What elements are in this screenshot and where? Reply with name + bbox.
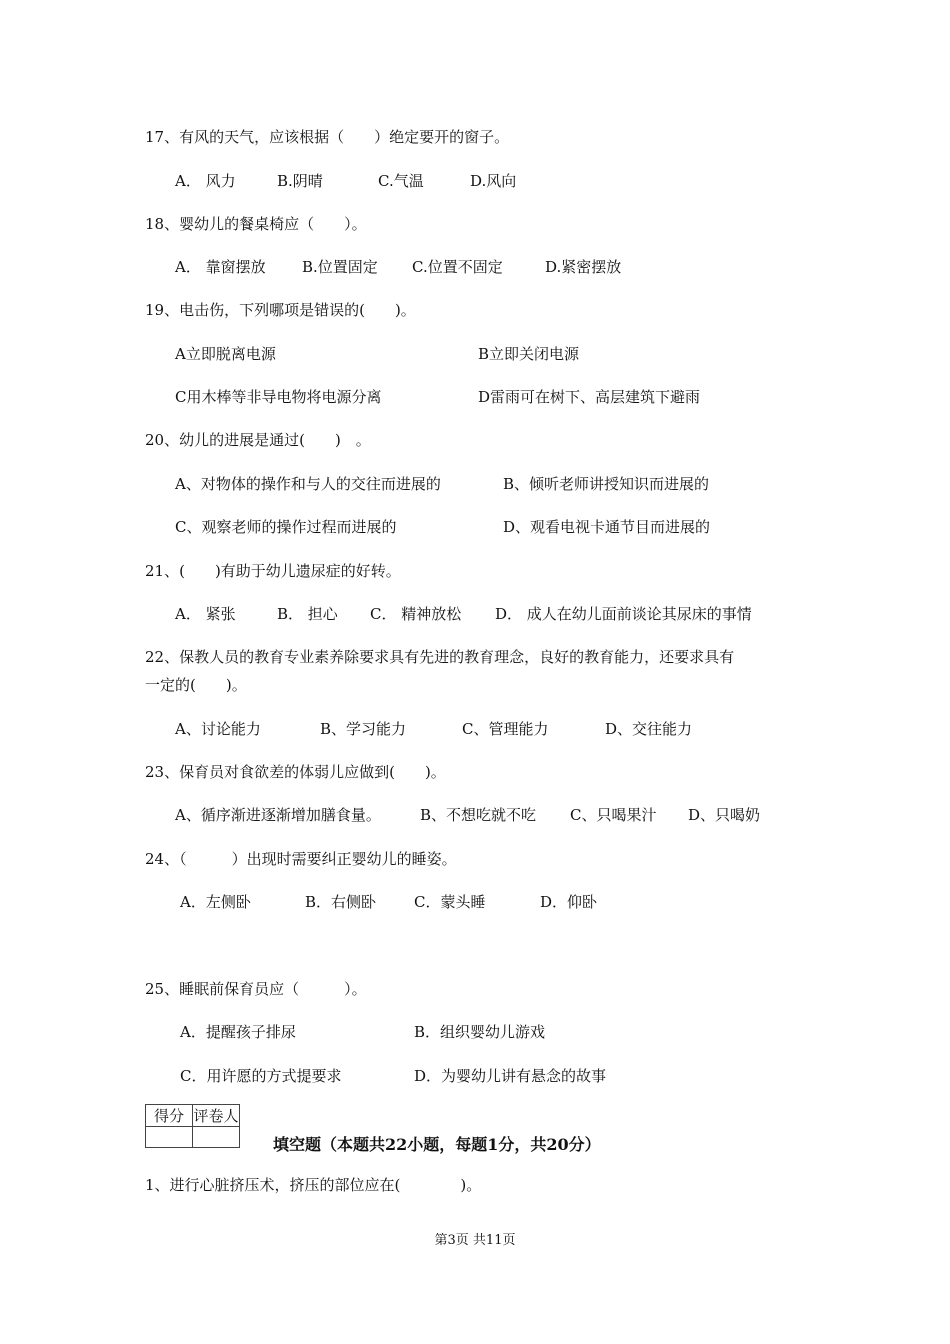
question-23-stem: 23、保育员对食欲差的体弱儿应做到( )。: [145, 763, 446, 781]
page-footer: 第3页 共11页: [434, 1233, 516, 1248]
q24-option-b: B．右侧卧: [305, 893, 377, 911]
question-22-stem-line2: 一定的( )。: [145, 676, 247, 694]
question-17-stem: 17、有风的天气，应该根据（ ）绝定要开的窗子。: [145, 128, 510, 146]
q22-option-b: B、学习能力: [320, 720, 407, 738]
q18-option-a: A． 靠窗摆放: [175, 258, 266, 276]
q25-option-a: A．提醒孩子排尿: [180, 1023, 296, 1041]
q24-option-d: D．仰卧: [540, 893, 598, 911]
q25-option-d: D．为婴幼儿讲有悬念的故事: [414, 1067, 607, 1085]
section-title: 填空题（本题共22小题，每题1分，共20分）: [273, 1135, 601, 1154]
q24-option-a: A．左侧卧: [180, 893, 251, 911]
q23-option-c: C、只喝果汁: [570, 806, 657, 824]
score-cell: [146, 1127, 193, 1148]
q20-option-c: C、观察老师的操作过程而进展的: [175, 518, 397, 536]
q23-option-a: A、循序渐进逐渐增加膳食量。: [175, 806, 381, 824]
fill-question-1: 1、进行心脏挤压术，挤压的部位应在( )。: [145, 1176, 482, 1194]
q19-option-a: A立即脱离电源: [175, 345, 276, 363]
q23-option-d: D、只喝奶: [688, 806, 761, 824]
q19-option-c: C用木棒等非导电物将电源分离: [175, 388, 382, 406]
q21-option-d: D． 成人在幼儿面前谈论其尿床的事情: [495, 605, 752, 623]
q20-option-d: D、观看电视卡通节目而进展的: [503, 518, 711, 536]
question-20-stem: 20、幼儿的进展是通过( ) 。: [145, 431, 371, 449]
question-24-stem: 24、（ ）出现时需要纠正婴幼儿的睡姿。: [145, 850, 457, 868]
question-22-stem-line1: 22、保教人员的教育专业素养除要求具有先进的教育理念，良好的教育能力，还要求具有: [145, 648, 735, 666]
question-25-stem: 25、睡眠前保育员应（ ）。: [145, 980, 367, 998]
grader-header: 评卷人: [193, 1105, 240, 1127]
score-table: [145, 1104, 240, 1148]
q25-option-b: B．组织婴幼儿游戏: [414, 1023, 546, 1041]
q21-option-b: B． 担心: [277, 605, 338, 623]
q22-option-d: D、交往能力: [605, 720, 693, 738]
q17-option-d: D.风向: [470, 172, 517, 190]
q22-option-a: A、讨论能力: [175, 720, 261, 738]
q18-option-d: D.紧密摆放: [545, 258, 622, 276]
q18-option-b: B.位置固定: [302, 258, 378, 276]
q17-option-c: C.气温: [378, 172, 424, 190]
q19-option-d: D雷雨可在树下、高层建筑下避雨: [478, 388, 701, 406]
q21-option-c: C． 精神放松: [370, 605, 462, 623]
score-header: 得分: [146, 1105, 193, 1127]
q21-option-a: A． 紧张: [175, 605, 236, 623]
question-18-stem: 18、婴幼儿的餐桌椅应（ ）。: [145, 215, 367, 233]
q20-option-a: A、对物体的操作和与人的交往而进展的: [175, 475, 441, 493]
q19-option-b: B立即关闭电源: [478, 345, 580, 363]
q23-option-b: B、不想吃就不吃: [420, 806, 537, 824]
q24-option-c: C．蒙头睡: [414, 893, 486, 911]
question-19-stem: 19、电击伤，下列哪项是错误的( )。: [145, 301, 416, 319]
q18-option-c: C.位置不固定: [412, 258, 503, 276]
grader-cell: [193, 1127, 240, 1148]
q25-option-c: C．用许愿的方式提要求: [180, 1067, 342, 1085]
q22-option-c: C、管理能力: [462, 720, 549, 738]
q17-option-a: A． 风力: [175, 172, 236, 190]
q20-option-b: B、倾听老师讲授知识而进展的: [503, 475, 710, 493]
question-21-stem: 21、( )有助于幼儿遗尿症的好转。: [145, 562, 401, 580]
q17-option-b: B.阴晴: [277, 172, 323, 190]
